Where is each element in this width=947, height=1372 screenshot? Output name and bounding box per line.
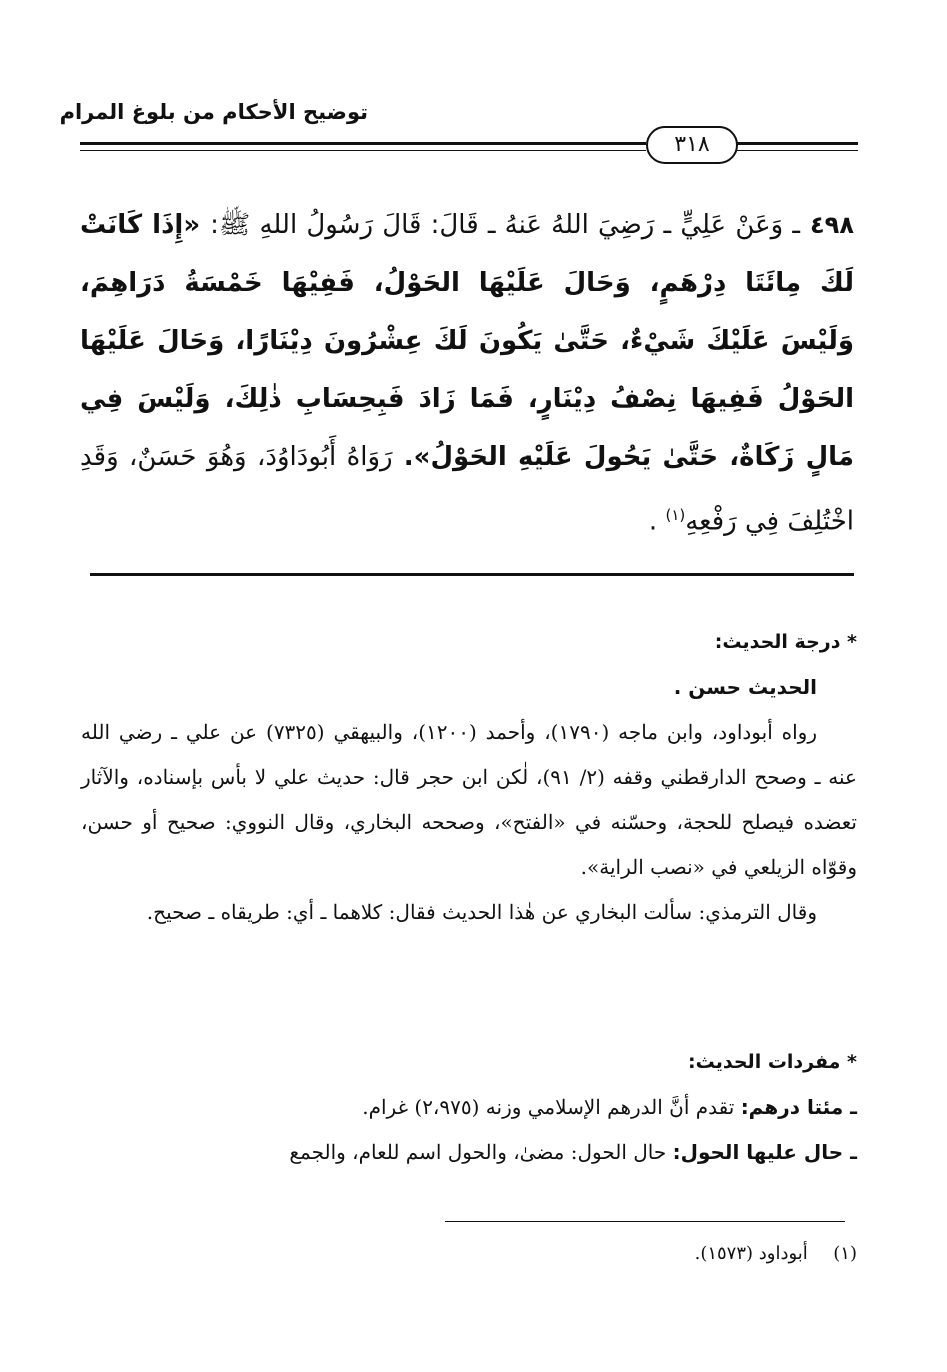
page-number-badge: ٣١٨ bbox=[646, 126, 738, 164]
grade-heading: * درجة الحديث: bbox=[714, 631, 857, 653]
grade-paragraph-2: وقال الترمذي: سألت البخاري عن هٰذا الحديث فقال: كلاهما ـ أي: طريقاه ـ صحيح. bbox=[146, 900, 817, 924]
hadith-text: «إِذَا كَانَتْ لَكَ مِائَتَا دِرْهَمٍ، وَحَالَ عَلَيْهَا الحَوْلُ، فَفِيْهَا خَمْسَةُ دَرَاهِمَ، وَلَيْسَ عَلَيْكَ شَيْءٌ، حَتَّىٰ يَكُونَ لَكَ عِشْرُونَ دِيْنَارًا، وَحَالَ عَلَيْهَا الحَوْلُ فَفِيهَا نِصْفُ دِيْنَارٍ، فَمَا زَادَ فَبِحِسَابِ ذٰلِكَ، وَلَيْسَ فِي مَالٍ زَكَاةٌ، حَتَّىٰ يَحُولَ عَلَيْهِ الحَوْلُ». bbox=[80, 210, 854, 472]
grade-section bbox=[81, 620, 857, 935]
vocab-item-2 bbox=[81, 1130, 857, 1175]
running-header-title: توضيح الأحكام من بلوغ المرام bbox=[59, 100, 368, 124]
footnote-marker: (١) bbox=[833, 1243, 857, 1264]
header-rule-left-thin bbox=[80, 150, 646, 151]
section-separator bbox=[90, 573, 854, 576]
hadith-tail: رَوَاهُ أَبُودَاوُدَ، وَهُوَ حَسَنٌ، وَقَدِ اخْتُلِفَ فِي رَفْعِهِ bbox=[80, 442, 854, 537]
footnote-rule bbox=[445, 1221, 845, 1222]
grade-paragraph-1: رواه أبوداود، وابن ماجه (١٧٩٠)، وأحمد (١٢٠٠)، والبيهقي (٧٣٢٥) عن علي ـ رضي الله عنه ـ وصحح الدارقطني وقفه (٢/ ٩١)، لٰكن ابن حجر قال: حديث علي لا بأس بإسناده، والآثار تعضده فيصلح للحجة، وحسّنه في «الفتح»، وصححه البخاري، وقال النووي: صحيح أو حسن، وقوّاه الزيلعي في «نصب الراية». bbox=[81, 720, 857, 879]
header-rule-right-thick bbox=[734, 142, 858, 145]
vocab-item-1 bbox=[81, 1085, 857, 1130]
grade-verdict: الحديث حسن . bbox=[673, 675, 817, 699]
footnote-text: أبوداود (١٥٧٣). bbox=[694, 1243, 808, 1264]
header-rule-right-thin bbox=[734, 150, 858, 151]
footnote bbox=[157, 1240, 857, 1268]
hadith-end: . bbox=[648, 506, 666, 537]
hadith-intro: ـ وَعَنْ عَلِيٍّ ـ رَضِيَ اللهُ عَنهُ ـ قَالَ: قَالَ رَسُولُ اللهِ ﷺ: bbox=[210, 210, 801, 240]
vocab-item-2-text: حال الحول: مضىٰ، والحول اسم للعام، والجمع bbox=[289, 1140, 673, 1164]
hadith-number: ٤٩٨ bbox=[810, 211, 854, 239]
vocab-item-2-term: ـ حال عليها الحول: bbox=[672, 1140, 857, 1164]
vocab-heading: * مفردات الحديث: bbox=[688, 1051, 857, 1073]
vocab-section bbox=[81, 1040, 857, 1175]
footnote-reference: (١) bbox=[665, 506, 686, 524]
vocab-item-1-text: تقدم أنَّ الدرهم الإسلامي وزنه (٢،٩٧٥) غرام. bbox=[362, 1095, 741, 1119]
vocab-item-1-term: ـ مئتا درهم: bbox=[740, 1095, 857, 1119]
header-rule-left-thick bbox=[80, 142, 646, 145]
hadith-block bbox=[80, 196, 854, 551]
